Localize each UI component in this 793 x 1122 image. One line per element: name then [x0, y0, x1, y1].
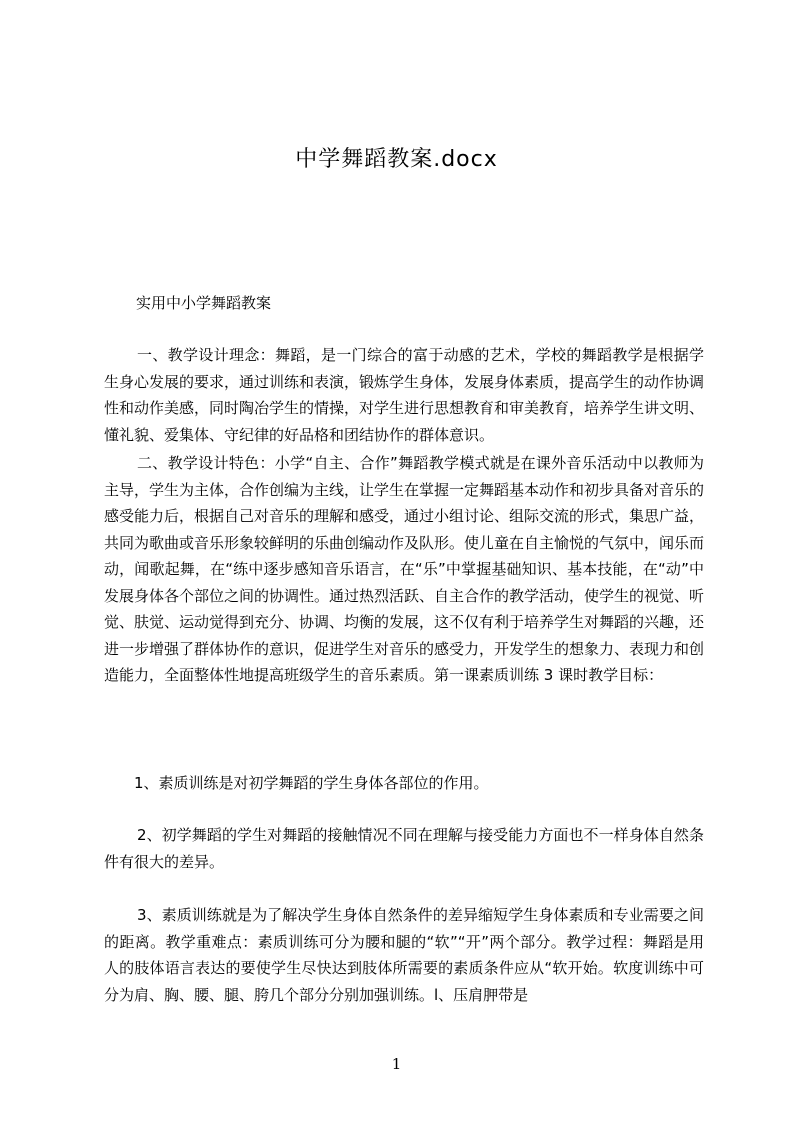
paragraph-item-2: 2、初学舞蹈的学生对舞蹈的接触情况不同在理解与接受能力方面也不一样身体自然条件有很大的差异。 — [104, 826, 704, 871]
paragraph-item-3: 3、素质训练就是为了解决学生身体自然条件的差异缩短学生身体素质和专业需要之间的距离。教学重难点：素质训练可分为腰和腿的“软”“开”两个部分。教学过程：舞蹈是用人的肢体语言表达的要使学生尽快达到肢体所需要的素质条件应从“软开始。软度训练中可分为肩、胸、腰、腿、胯几个部分分别加强训练。l、压肩胛带是 — [104, 906, 704, 1004]
page-number: 1 — [391, 1055, 402, 1073]
paragraph-design-features: 二、教学设计特色：小学“自主、合作”舞蹈教学模式就是在课外音乐活动中以教师为主导，学生为主体，合作创编为主线，让学生在掌握一定舞蹈基本动作和初步具备对音乐的感受能力后，根据自己对音乐的理解和感受，通过小组讨论、组际交流的形式，集思广益，共同为歌曲或音乐形象较鲜明的乐曲创编动作及队形。使儿童在自主愉悦的气氛中，闻乐而动，闻歌起舞，在“练中逐步感知音乐语言，在“乐”中掌握基础知识、基本技能，在“动”中发展身体各个部位之间的协调性。通过热烈活跃、自主合作的教学活动，使学生的视觉、听觉、肤觉、运动觉得到充分、协调、均衡的发展，这不仅有利于培养学生对舞蹈的兴趣，还进一步增强了群体协作的意识，促进学生对音乐的感受力，开发学生的想象力、表现力和创造能力，全面整体性地提高班级学生的音乐素质。第一课素质训练 3 课时教学目标： — [104, 454, 705, 684]
document-subtitle: 实用中小学舞蹈教案 — [136, 294, 272, 312]
paragraph-design-concept: 一、教学设计理念：舞蹈，是一门综合的富于动感的艺术，学校的舞蹈教学是根据学生身心发展的要求，通过训练和表演，锻炼学生身体，发展身体素质，提高学生的动作协调性和动作美感，同时陶冶学生的情操，对学生进行思想教育和审美教育，培养学生讲文明、懂礼貌、爱集体、守纪律的好品格和团结协作的群体意识。 — [104, 346, 705, 444]
paragraph-item-1: 1、素质训练是对初学舞蹈的学生身体各部位的作用。 — [134, 774, 489, 792]
document-title: 中学舞蹈教案.docx — [295, 147, 498, 172]
